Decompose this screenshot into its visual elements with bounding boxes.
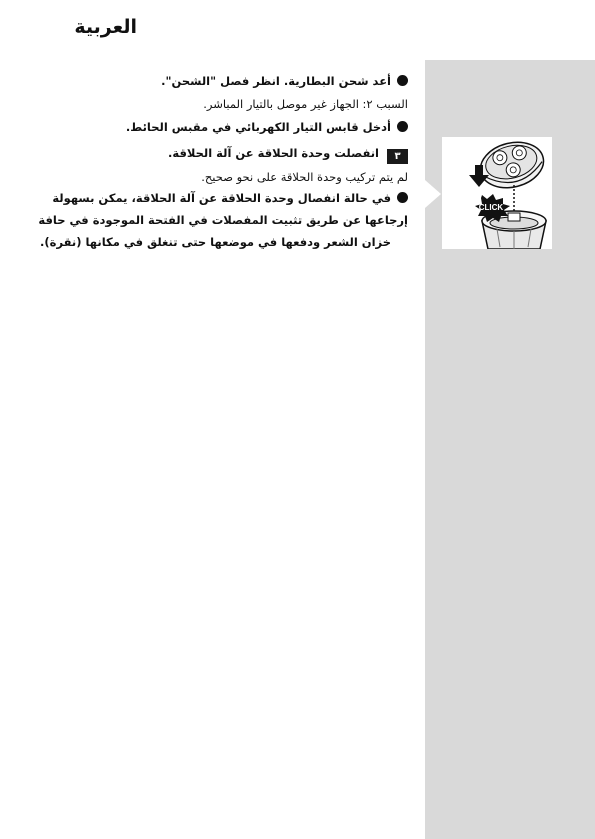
shaving-unit-icon bbox=[476, 137, 549, 194]
bullet-icon bbox=[397, 192, 408, 203]
section-battery bbox=[24, 73, 408, 136]
step-heading-text: انفصلت وحدة الحلاقة عن آلة الحلاقة. bbox=[168, 146, 379, 160]
remedy-text-line: إرجاعها عن طريق تثبيت المفصلات في الفتحة الموجودة في حافة bbox=[38, 213, 408, 227]
shaver-head-drawing bbox=[442, 137, 552, 249]
remedy-text-line: في حالة انفصال وحدة الحلاقة عن آلة الحلاقة، يمكن بسهولة bbox=[52, 191, 391, 205]
shaver-head-illustration bbox=[442, 137, 552, 249]
list-item bbox=[24, 96, 408, 113]
click-label: CLICK bbox=[478, 203, 504, 212]
step-heading bbox=[24, 145, 408, 164]
remedy-text-line: خزان الشعر ودفعها في موضعها حتى تنغلق في مكانها (نقرة). bbox=[40, 235, 391, 249]
bullet-icon bbox=[397, 121, 408, 132]
instruction-text: أعد شحن البطارية. انظر فصل "الشحن". bbox=[161, 74, 391, 88]
list-item bbox=[24, 212, 408, 229]
cause-text: لم يتم تركيب وحدة الحلاقة على نحو صحيح. bbox=[201, 170, 408, 184]
section-shaving-unit bbox=[24, 145, 408, 251]
instruction-text: أدخل قابس التيار الكهربائي في مقبس الحائط. bbox=[125, 120, 391, 134]
cause-text: السبب ٢: الجهاز غير موصل بالتيار المباشر. bbox=[203, 97, 408, 111]
list-item bbox=[24, 119, 408, 136]
list-item bbox=[24, 234, 408, 251]
list-item bbox=[24, 190, 408, 207]
list-item bbox=[24, 73, 408, 90]
list-item bbox=[24, 169, 408, 186]
bullet-icon bbox=[397, 75, 408, 86]
illustration-pointer bbox=[425, 180, 441, 208]
step-number-badge: ٣ bbox=[387, 149, 408, 164]
page-title: العربية bbox=[74, 16, 137, 38]
